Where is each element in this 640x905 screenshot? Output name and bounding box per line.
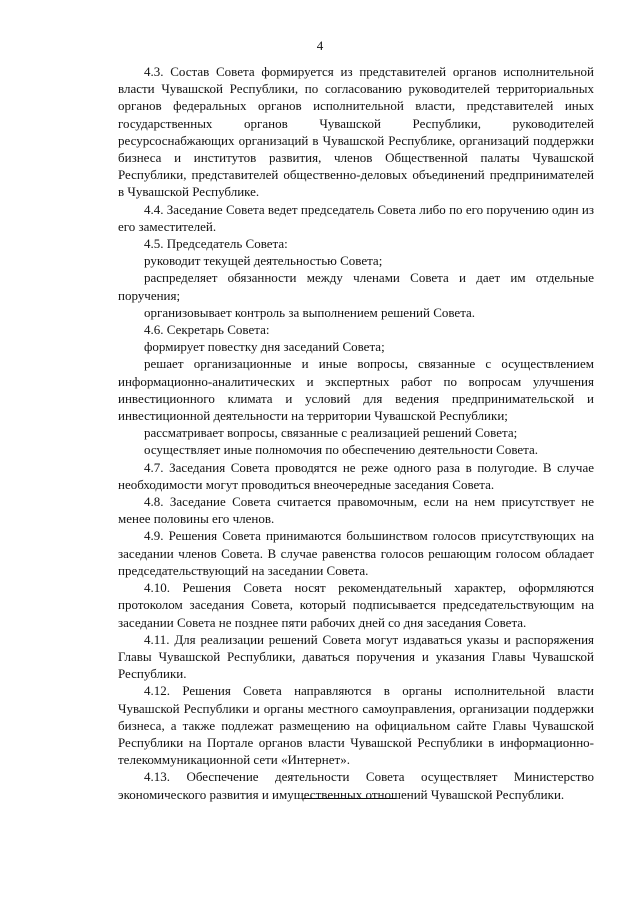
paragraph-4-11: 4.11. Для реализации решений Совета могут издаваться указы и распоряжения Главы Чувашской Республики, даваться поручения и указания Главы Чувашской Республики. [118,631,594,682]
secretary-duty-4: осуществляет иные полномочия по обеспечению деятельности Совета. [144,442,539,458]
paragraph-4-5: 4.5. Председатель Совета: [144,236,288,252]
footer-divider-line [303,798,396,799]
secretary-duty-3: рассматривает вопросы, связанные с реализацией решений Совета; [144,425,518,441]
secretary-duty-2: решает организационные и иные вопросы, связанные с осуществлением информационно-аналитических и экспертных работ по вопросам улучшения инвестиционного климата и условий для ведения предпринимательской и инвестиционной деятельности на территории Чувашской Республики; [118,356,594,424]
paragraph-4-6: 4.6. Секретарь Совета: [144,322,270,338]
page-number: 4 [316,38,324,53]
chairman-duty-3: организовывает контроль за выполнением решений Совета. [144,304,476,320]
chairman-duty-1: руководит текущей деятельностью Совета; [144,253,383,269]
paragraph-4-10: 4.10. Решения Совета носят рекомендательный характер, оформляются протоколом заседания Совета, который подписывается председательствующим на заседании Совета не позднее пяти рабочих дней со дня заседания Совета. [118,580,594,630]
paragraph-4-13: 4.13. Обеспечение деятельности Совета осуществляет Министерство экономического развития и имущественных отношений Чувашской Республики. [118,769,594,802]
paragraph-4-12: 4.12. Решения Совета направляются в органы исполнительной власти Чувашской Республики и органы местного самоуправления, организации поддержки бизнеса, а также подлежат размещению на официальном сайте Главы Чувашской Республики на Портале органов власти Чувашской Республики в информационно-телекоммуникационной сети «Интернет». [118,683,594,768]
document-body [118,63,594,803]
paragraph-4-8: 4.8. Заседание Совета считается правомочным, если на нем присутствует не менее половины его членов. [118,494,594,527]
paragraph-4-9: 4.9. Решения Совета принимаются большинством голосов присутствующих на заседании членов Совета. В случае равенства голосов решающим голосом обладает председательствующий на заседании Совета. [118,528,594,578]
chairman-duty-2: распределяет обязанности между членами Совета и дает им отдельные поручения; [118,270,594,303]
paragraph-4-3: 4.3. Состав Совета формируется из представителей органов исполнительной власти Чувашской Республики, по согласованию руководителей территориальных органов федеральных органов исполнительной власти, представителей иных государственных органов Чувашской Республики, руководителей ресурсоснабжающих организаций в Чувашской Республике, организаций поддержки бизнеса и институтов развития, членов Общественной палаты Чувашской Республики, представителей общественно-деловых объединений предпринимателей в Чувашской Республике. [118,64,594,200]
paragraph-4-4: 4.4. Заседание Совета ведет председатель Совета либо по его поручению один из его заместителей. [118,201,594,234]
paragraph-4-7: 4.7. Заседания Совета проводятся не реже одного раза в полугодие. В случае необходимости могут проводиться внеочередные заседания Совета. [118,459,594,492]
secretary-duty-1: формирует повестку дня заседаний Совета; [144,339,385,355]
